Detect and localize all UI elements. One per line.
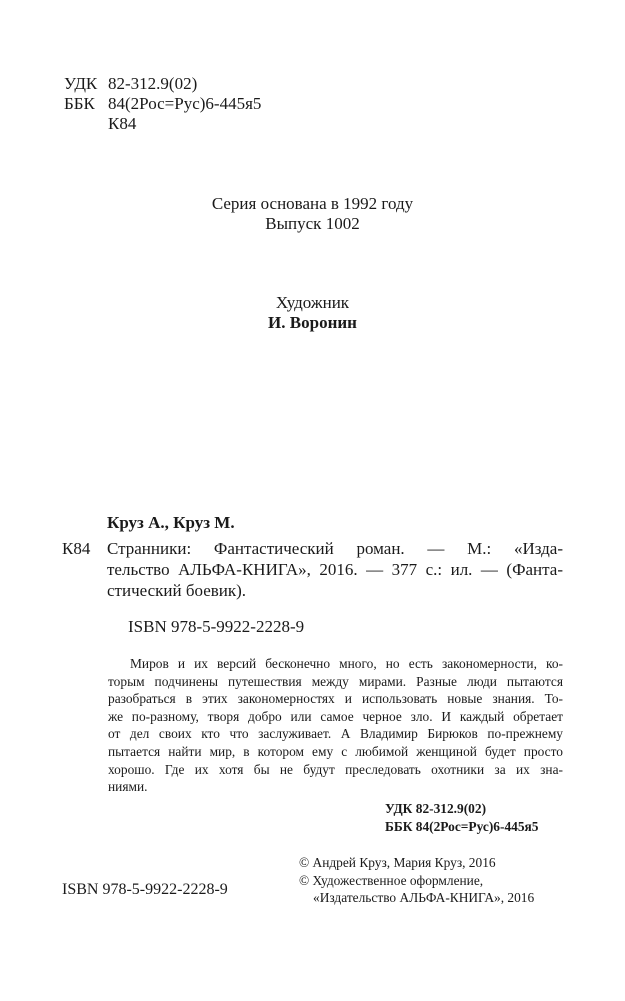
isbn-footer: ISBN 978-5-9922-2228-9 <box>62 881 228 898</box>
biblio-line: тельство АЛЬФА-КНИГА», 2016. — 377 с.: ил. — (Фанта- <box>107 560 563 579</box>
udk-footer: УДК 82-312.9(02) <box>385 801 487 816</box>
biblio-authors: Круз А., Круз М. <box>107 513 235 532</box>
classification-header <box>64 74 261 134</box>
biblio-description <box>107 539 563 602</box>
bbk-footer: ББК 84(2Рос=Рус)6-445я5 <box>385 818 539 834</box>
author-code-row <box>64 114 261 134</box>
artist-label: Художник <box>275 293 350 312</box>
udk-value: 82-312.9(02) <box>108 74 198 93</box>
bbk-value: 84(2Рос=Рус)6-445я5 <box>108 94 262 113</box>
annotation-line: хорошо. Где их хотя бы не будут преследовать охотники за их зна- <box>108 761 563 777</box>
classification-footer <box>385 800 538 835</box>
series-info <box>0 194 625 234</box>
annotation-line: торым подчинены путешествия между мирами. Разные люди пытаются <box>108 673 563 689</box>
copyright-block <box>299 854 534 907</box>
bbk-row <box>64 94 261 114</box>
biblio-line: стический боевик). <box>107 581 247 600</box>
series-issue: Выпуск 1002 <box>265 214 360 233</box>
annotation-line: пытается найти мир, в котором ему с любимой женщиной будет просто <box>108 743 563 759</box>
biblio-isbn: ISBN 978-5-9922-2228-9 <box>128 617 305 636</box>
biblio-line: Странники: Фантастический роман. — М.: «Изда- <box>107 539 563 558</box>
annotation-line: разобраться в этих закономерностях и использовать новые знания. То- <box>108 691 563 707</box>
copyright-authors: © Андрей Круз, Мария Круз, 2016 <box>299 855 496 870</box>
biblio-code: К84 <box>62 539 91 558</box>
author-code: К84 <box>108 114 137 133</box>
artist-credit <box>0 293 625 333</box>
series-founded: Серия основана в 1992 году <box>211 194 414 213</box>
udk-key: УДК <box>64 74 98 93</box>
annotation-line: Миров и их версий бесконечно много, но есть закономерности, ко- <box>130 656 563 671</box>
annotation-line: ниями. <box>108 779 148 795</box>
annotation-line: от дел своих кто что заслуживает. А Владимир Бирюков по-прежнему <box>108 726 563 742</box>
udk-row <box>64 74 261 94</box>
bbk-key: ББК <box>64 94 95 113</box>
copyright-design: © Художественное оформление, <box>299 872 484 888</box>
copyright-publisher: «Издательство АЛЬФА-КНИГА», 2016 <box>313 890 535 906</box>
artist-name: И. Воронин <box>268 313 357 332</box>
annotation <box>108 655 563 796</box>
annotation-line: же по-разному, творя добро или самое черное зло. И каждый обретает <box>108 708 563 724</box>
